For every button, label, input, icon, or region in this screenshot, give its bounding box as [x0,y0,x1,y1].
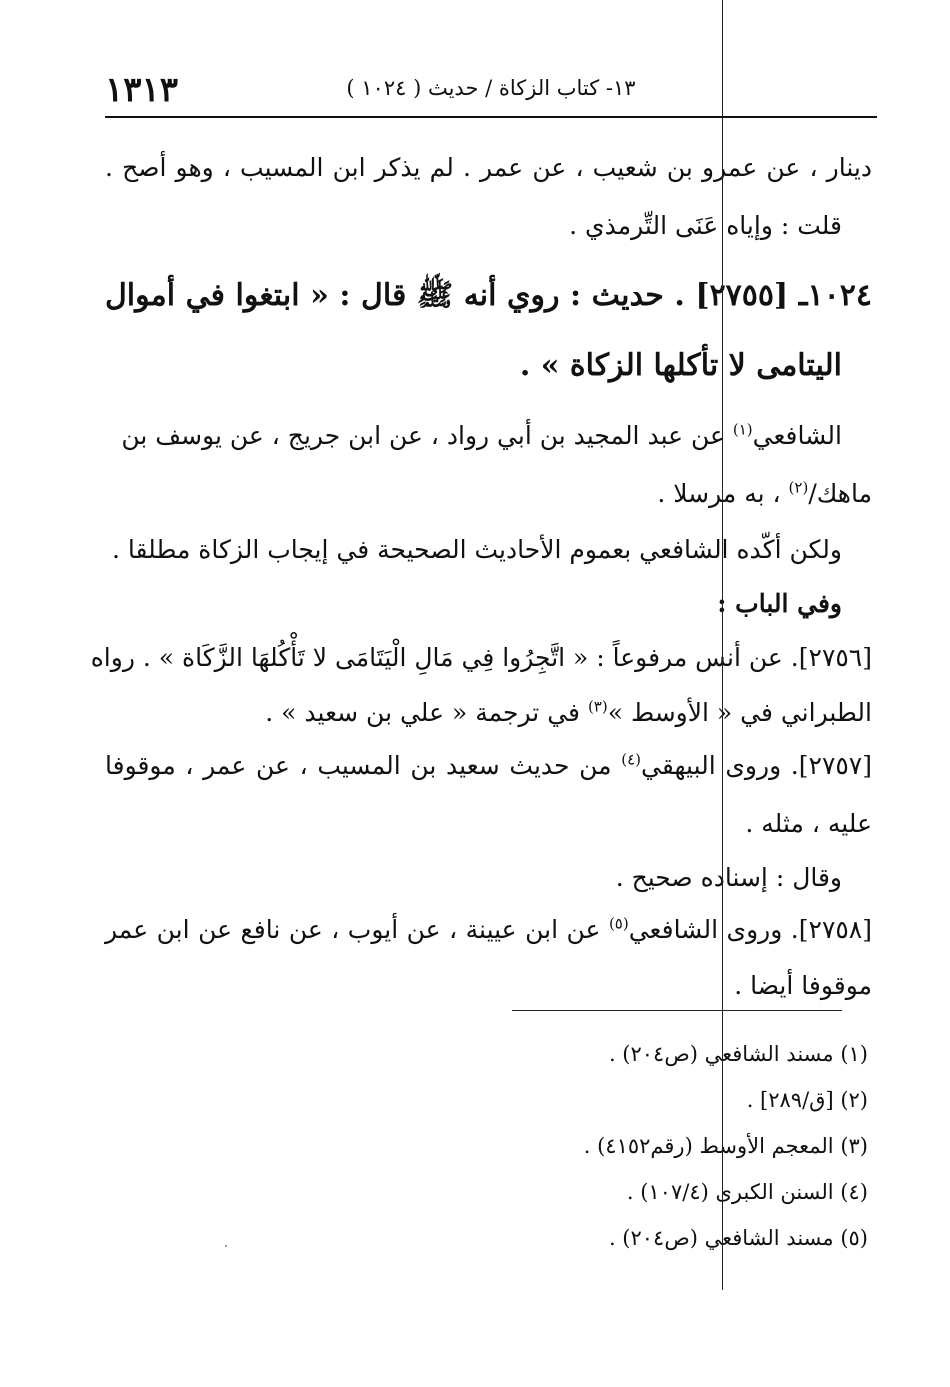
footnote-3: (٣) المعجم الأوسط (رقم٤١٥٢) . [583,1134,868,1158]
text-span: [٢٧٥٧]. وروى البيهقي [641,751,872,780]
text-span: عن عبد المجيد بن أبي رواد ، عن ابن جريج ، عن يوسف بن [121,421,733,450]
section-label: وفي الباب : [717,589,842,618]
paragraph-2757-line-2: عليه ، مثله . [745,809,872,838]
paragraph-2757-line-3: وقال : إسناده صحيح . [615,863,842,892]
paragraph-2758-line-2: موقوفا أيضا . [734,971,872,1000]
footnote-2: (٢) [ق/٢٨٩] . [746,1088,868,1112]
text-span: عن ابن عيينة ، عن أيوب ، عن نافع عن ابن عمر [105,915,609,944]
footnote-ref-4[interactable]: (٤) [621,750,642,769]
hadith-heading-line-1: ١٠٢٤ـ [٢٧٥٥] . حديث : روي أنه ﷺ قال : « ابتغوا في أموال [105,278,872,313]
footnote-ref-3[interactable]: (٣) [587,697,608,716]
running-title: ١٣- كتاب الزكاة / حديث ( ١٠٢٤ ) [346,76,636,100]
paragraph-shafii-line-1 [105,416,872,456]
text-span: من حديث سعيد بن المسيب ، عن عمر ، موقوفا [105,751,622,780]
text-span: [٢٧٥٨]. وروى الشافعي [628,915,872,944]
footnote-ref-1[interactable]: (١) [732,420,753,439]
footnote-ref-2[interactable]: (٢) [788,478,809,497]
page-fold-line [722,0,723,1290]
footnote-ref-5[interactable]: (٥) [608,914,629,933]
text-span: الشافعي [752,421,842,450]
footnote-5: (٥) مسند الشافعي (ص٢٠٤) . [608,1226,868,1250]
paragraph-2758-line-1 [105,910,872,950]
footnote-separator [512,1010,842,1011]
text-span: الطبراني في « الأوسط » [607,698,872,727]
page-header [105,70,877,114]
footnote-1: (١) مسند الشافعي (ص٢٠٤) . [608,1042,868,1066]
page-number: ١٣١٣ [105,70,179,110]
text-span: ، به مرسلا . [657,479,789,508]
hadith-heading-line-2: اليتامى لا تأكلها الزكاة » . [519,348,842,383]
text-span: في ترجمة « علي بن سعيد » . [265,698,588,727]
footnote-4: (٤) السنن الكبرى (١٠٧/٤) . [626,1180,868,1204]
text-line-1: دينار ، عن عمرو بن شعيب ، عن عمر . لم يذكر ابن المسيب ، وهو أصح . [105,153,872,182]
scan-speck [225,1245,227,1247]
paragraph-2756-line-1: [٢٧٥٦]. عن أنس مرفوعاً : « اتَّجِرُوا فِي مَالِ الْيَتَامَى لا تَأْكُلهَا الزَّكَاة » . رواه [90,643,872,672]
paragraph-2756-line-2 [105,693,872,733]
text-span: ماهك/ [808,479,872,508]
header-rule [105,116,877,118]
paragraph-shafii-line-2 [105,474,872,514]
text-line-2: قلت : وإياه عَنَى التِّرمذي . [569,211,842,240]
paragraph-confirmation: ولكن أكّده الشافعي بعموم الأحاديث الصحيحة في إيجاب الزكاة مطلقا . [112,535,842,564]
paragraph-2757-line-1 [105,746,872,786]
